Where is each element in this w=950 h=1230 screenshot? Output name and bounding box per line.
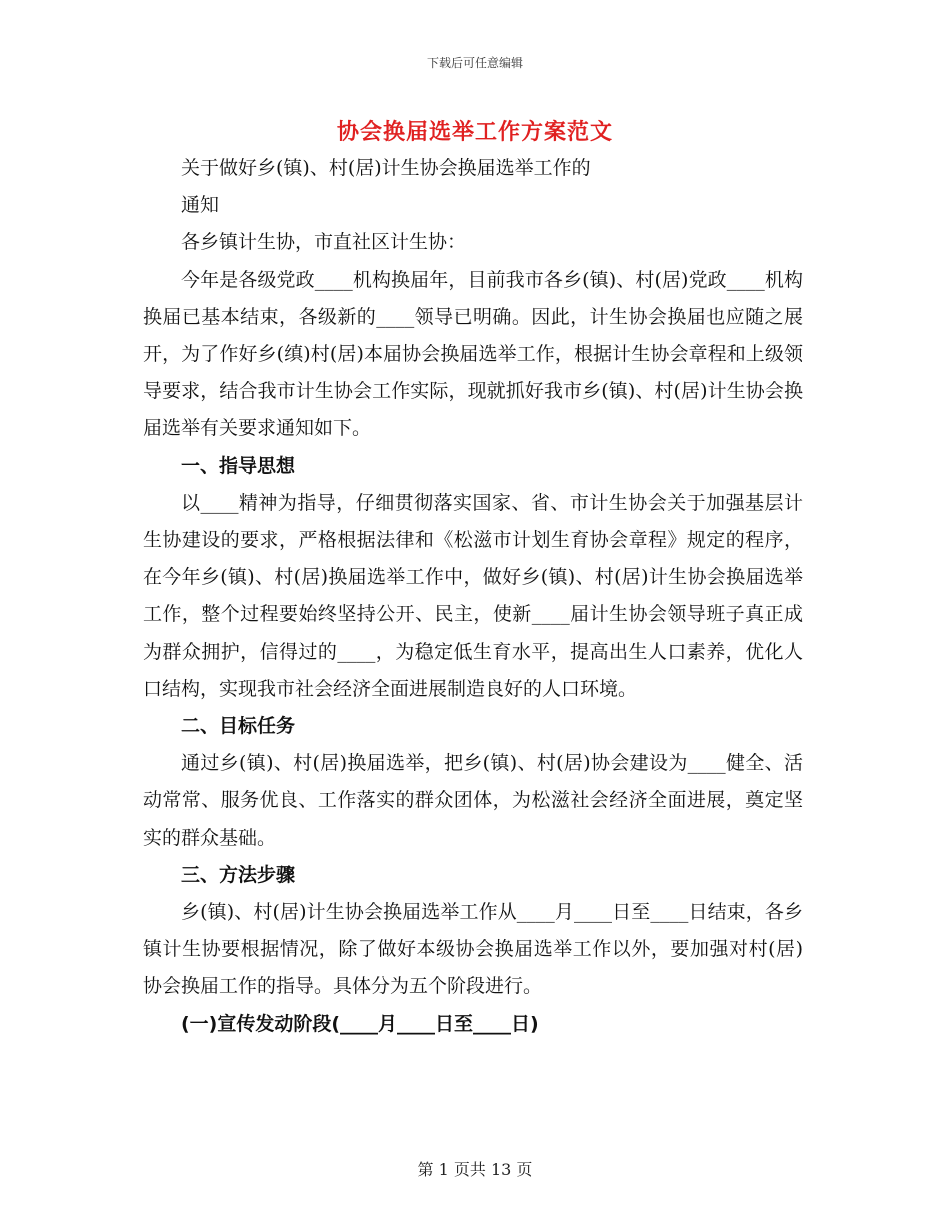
document-title: 协会换届选举工作方案范文 <box>336 119 613 145</box>
paragraph: 通知 <box>181 194 220 217</box>
paragraph: 以____精神为指导，仔细贯彻落实国家、省、市计生协会关于加强基层计生协建设的要求，严格根据法律和《松滋市计划生育协会章程》规定的程序，在今年乡(镇)、村(居)换届选举工作中，做好乡(镇)、村(居)计生协会换届选举工作，整个过程要始终坚持公开、民主，使新____届计生协会领导班子真正成为群众拥护，信得过的____，为稳定低生育水平，提高出生人口素养，优化人口结构，实现我市社会经济全面进展制造良好的人口环境。 <box>143 491 803 700</box>
section-heading: 一、指导思想 <box>181 454 296 477</box>
paragraph: 乡(镇)、村(居)计生协会换届选举工作从____月____日至____日结束，各乡镇计生协要根据情况，除了做好本级协会换届选举工作以外，要加强对村(居)协会换届工作的指导。具体分为五个阶段进行。 <box>143 901 803 998</box>
subsection-heading: (一)宣传发动阶段(____月____日至____日) <box>181 1012 539 1035</box>
paragraph: 今年是各级党政____机构换届年，目前我市各乡(镇)、村(居)党政____机构换届已基本结束，各级新的____领导已明确。因此，计生协会换届也应随之展开，为了作好乡(缜)村(居)本届协会换届选举工作，根据计生协会章程和上级领导要求，结合我市计生协会工作实际，现就抓好我市乡(镇)、村(居)计生协会换届选举有关要求通知如下。 <box>143 268 803 440</box>
section-heading: 二、目标任务 <box>181 715 296 738</box>
paragraph: 各乡镇计生协，市直社区计生协： <box>181 231 467 254</box>
document-body <box>143 150 803 1043</box>
page-footer: 第 1 页共 13 页 <box>417 1160 533 1179</box>
page-header: 下载后可任意编辑 <box>426 56 523 70</box>
paragraph: 通过乡(镇)、村(居)换届选举，把乡(镇)、村(居)协会建设为____健全、活动常常、服务优良、工作落实的群众团体，为松滋社会经济全面进展，奠定坚实的群众基础。 <box>143 752 803 849</box>
paragraph: 关于做好乡(镇)、村(居)计生协会换届选举工作的 <box>181 157 591 179</box>
section-heading: 三、方法步骤 <box>181 863 296 886</box>
